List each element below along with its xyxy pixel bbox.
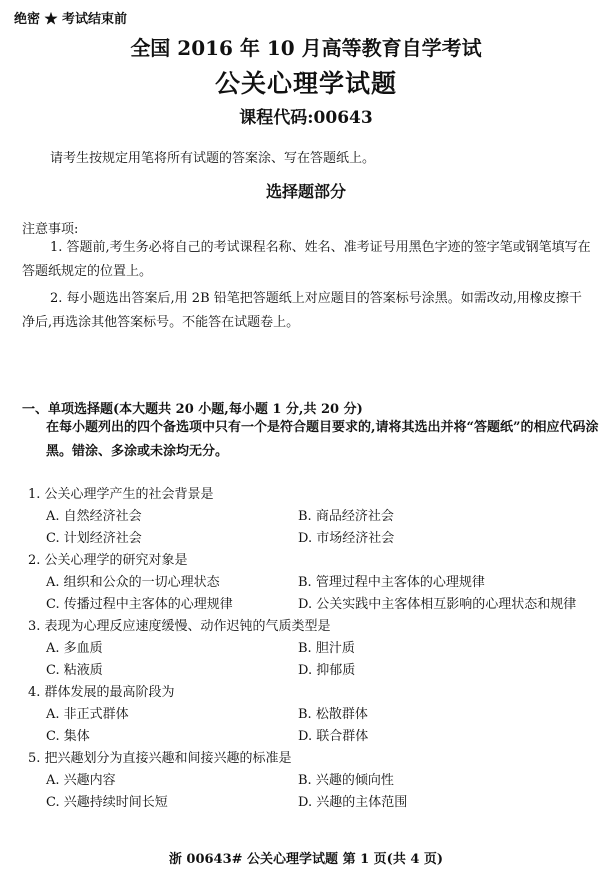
option-a: A. 非正式群体 xyxy=(46,707,129,722)
part-description: 在每小题列出的四个备选项中只有一个是符合题目要求的,请将其选出并将“答题纸”的相应代码涂黑。错涂、多涂或未涂均无分。 xyxy=(46,420,599,459)
section-title: 选择题部分 xyxy=(265,182,346,201)
option-c: C. 传播过程中主客体的心理规律 xyxy=(46,597,233,612)
option-a: A. 组织和公众的一切心理状态 xyxy=(46,575,220,590)
course-code: 课程代码:00643 xyxy=(239,108,373,128)
option-a: A. 多血质 xyxy=(46,641,103,656)
question-stem: 4. 群体发展的最高阶段为 xyxy=(28,685,175,700)
option-d: D. 公关实践中主客体相互影响的心理状态和规律 xyxy=(298,597,577,612)
question xyxy=(28,550,608,616)
question xyxy=(28,748,608,814)
part-heading: 一、单项选择题(本大题共 20 小题,每小题 1 分,共 20 分) xyxy=(22,402,363,417)
option-c: C. 集体 xyxy=(46,729,90,744)
question-stem: 1. 公关心理学产生的社会背景是 xyxy=(28,487,214,502)
option-b: B. 商品经济社会 xyxy=(298,509,394,524)
option-c: C. 兴趣持续时间长短 xyxy=(46,795,168,810)
answer-instruction: 请考生按规定用笔将所有试题的答案涂、写在答题纸上。 xyxy=(50,151,376,166)
note-item-2: 2. 每小题选出答案后,用 2B 铅笔把答题纸上对应题目的答案标号涂黑。如需改动,用橡皮擦干净后,再选涂其他答案标号。不能答在试题卷上。 xyxy=(22,291,582,330)
option-b: B. 兴趣的倾向性 xyxy=(298,773,394,788)
question-list xyxy=(28,484,608,814)
question-stem: 2. 公关心理学的研究对象是 xyxy=(28,553,188,568)
option-d: D. 抑郁质 xyxy=(298,663,356,678)
option-grid xyxy=(28,506,608,550)
option-d: D. 兴趣的主体范围 xyxy=(298,795,408,810)
option-b: B. 胆汁质 xyxy=(298,641,355,656)
option-grid xyxy=(28,770,608,814)
option-grid xyxy=(28,572,608,616)
option-grid xyxy=(28,704,608,748)
option-c: C. 粘液质 xyxy=(46,663,103,678)
option-b: B. 管理过程中主客体的心理规律 xyxy=(298,575,485,590)
question xyxy=(28,616,608,682)
confidential-label: 绝密 ★ 考试结束前 xyxy=(14,12,128,27)
option-a: A. 自然经济社会 xyxy=(46,509,142,524)
question xyxy=(28,484,608,550)
exam-title: 全国 2016 年 10 月高等教育自学考试 xyxy=(130,36,482,60)
paper-title: 公关心理学试题 xyxy=(214,69,397,98)
question xyxy=(28,682,608,748)
question-stem: 5. 把兴趣划分为直接兴趣和间接兴趣的标准是 xyxy=(28,751,292,766)
option-grid xyxy=(28,638,608,682)
question-stem: 3. 表现为心理反应速度缓慢、动作迟钝的气质类型是 xyxy=(28,619,331,634)
option-b: B. 松散群体 xyxy=(298,707,368,722)
option-c: C. 计划经济社会 xyxy=(46,531,142,546)
option-d: D. 联合群体 xyxy=(298,729,369,744)
notes-heading: 注意事项: xyxy=(22,222,79,237)
option-d: D. 市场经济社会 xyxy=(298,531,395,546)
page-footer: 浙 00643# 公关心理学试题 第 1 页(共 4 页) xyxy=(168,852,444,867)
note-item-1: 1. 答题前,考生务必将自己的考试课程名称、姓名、准考证号用黑色字迹的签字笔或钢笔填写在答题纸规定的位置上。 xyxy=(22,240,591,279)
option-a: A. 兴趣内容 xyxy=(46,773,116,788)
